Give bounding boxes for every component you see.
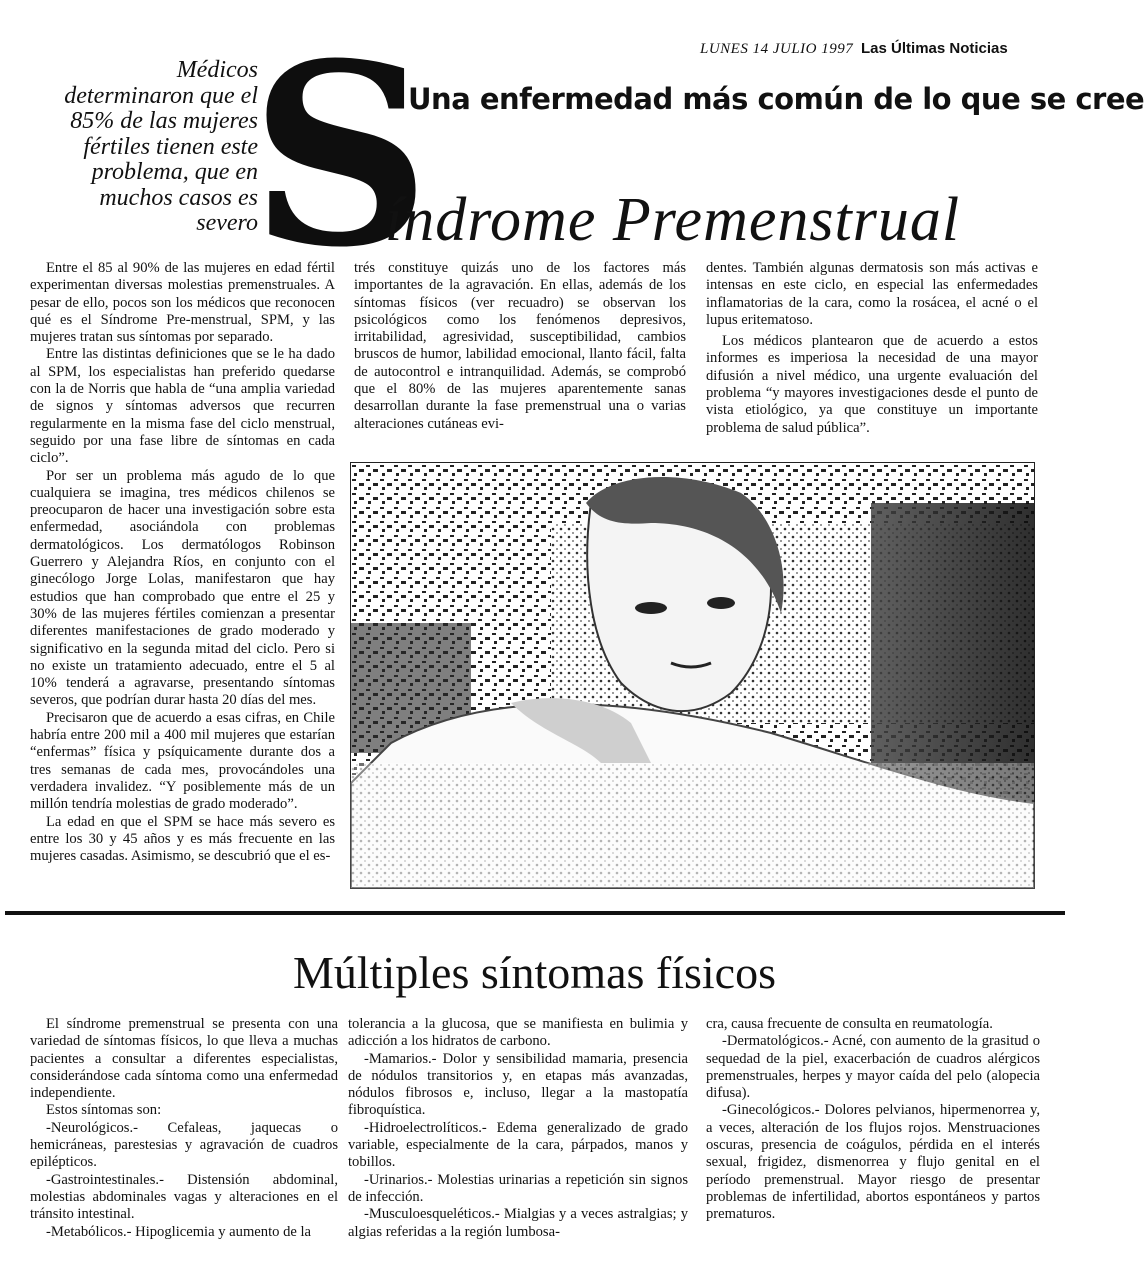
lede-line: problema, que en [91, 159, 258, 185]
paragraph: Estos síntomas son: [46, 1102, 162, 1119]
photo-woman-portrait [351, 463, 1034, 888]
headline: índrome Premenstrual [385, 186, 961, 254]
box-title: Múltiples síntomas físicos [293, 947, 776, 998]
paragraph: -Metabólicos.- Hipoglicemia y aumento de la [46, 1223, 312, 1240]
kicker-headline: Una enfermedad más común de lo que se cree [408, 82, 1144, 116]
paragraph: -Urinarios.- Molestias urinarias a repetición sin signos de infección. [348, 1171, 688, 1205]
lede-line: muchos casos es [99, 184, 258, 211]
paragraph: Entre las distintas definiciones que se le ha dado al SPM, los especialistas han preferido quedarse con la de Norris que habla de “una amplia variedad de signos y síntomas adversos que recurren regularmente en la misma fase del ciclo menstrual, seguido por una fase libre de síntomas en cada ciclo”. [30, 346, 335, 467]
paragraph: trés constituye quizás uno de los factores más importantes de la agravación. En ellas, además de los síntomas físicos (ver recuadro) se observan los psicológicos como los fenómenos depresivos, irritabilidad, agresividad, susceptibilidad, cambios bruscos de humor, labilidad emocional, llanto fácil, falta de autocontrol e intranquilidad. Además, se comprobó que el 80% de las mujeres aparentemente sanas desarrollan durante la fase premenstrual una o varias alteraciones cutáneas evi- [354, 260, 686, 432]
masthead-paper-name: Las Últimas Noticias [861, 40, 1008, 57]
paragraph: Entre el 85 al 90% de las mujeres en edad fértil experimentan diversas molestias premenstruales. A pesar de ello, pocos son los médicos que reconocen qué es el Síndrome Pre-menstrual, SPM, y las mujeres tratan sus síntomas por separado. [30, 260, 335, 346]
paragraph: dentes. También algunas dermatosis son más activas e intensas en este ciclo, en especial las enfermedades inflamatorias de la cara, como la rosácea, el acné o el lupus eritematoso. [706, 260, 1038, 328]
paragraph: Por ser un problema más agudo de lo que cualquiera se imagina, tres médicos chilenos se preocuparon de hacer una investigación sobre esta enfermedad, asociándola con problemas dermatológicos. Los dermatólogos Robinson Guerrero y Alejandra Ríos, en conjunto con el ginecólogo Jorge Lolas, manifestaron que hay estudios que han comprobado que entre el 25 y 30% de las mujeres fértiles comienzan a presentar diferentes manifestaciones de grado moderado y significativo en la segunda mitad del ciclo. Pero si no existe un tratamiento adecuado, entre el 5 al 10% tenderá a agravarse, presentando síntomas severos, que podrían durar hasta 20 días del mes. [30, 467, 335, 709]
paragraph: -Dermatológicos.- Acné, con aumento de la grasitud o sequedad de la piel, exacerbación de cuadros alérgicos premenstruales, herpes y mayor caída del pelo (alopecia difusa). [706, 1033, 1040, 1102]
box-column-2 [348, 1016, 688, 1241]
lede-line: Médicos [176, 57, 258, 83]
box-column-1 [30, 1016, 338, 1241]
masthead [700, 40, 1065, 62]
paragraph: -Neurológicos.- Cefaleas, jaquecas o hemicráneas, parestesias y agravación de cuadros epilépticos. [30, 1119, 338, 1171]
paragraph: Los médicos plantearon que de acuerdo a estos informes es imperiosa la necesidad de una mayor difusión a nivel médico, una urgente evaluación del problema “y mayores investigaciones desde el punto de vista etiológico, ya que constituye un importante problema de salud pública”. [706, 333, 1038, 436]
lede-text [20, 58, 258, 237]
headline-initial: S [250, 8, 431, 302]
lede-line: 85% de las mujeres [70, 108, 258, 134]
paragraph: -Ginecológicos.- Dolores pelvianos, hipermenorrea y, a veces, alteración de los flujos rojos. Menstruaciones oscuras, presencia de coágulos, pérdida en el interés sexual, frigidez, dismenorrea y flujo genital en el período premenstrual. Mayor riesgo de presentar problemas de infertilidad, abortos espontáneos y partos prematuros. [706, 1102, 1040, 1223]
paragraph: El síndrome premenstrual se presenta con una variedad de síntomas físicos, lo que lleva a muchas pacientes a consultar a diferentes especialistas, considerándose cada síntoma como una enfermedad independiente. [30, 1016, 338, 1102]
article-column-1 [30, 260, 335, 865]
article-column-3 [706, 260, 1038, 437]
paragraph: La edad en que el SPM se hace más severo es entre los 30 y 45 años y es más frecuente en las mujeres casadas. Asimismo, se descubrió que el es- [30, 813, 335, 865]
box-column-3 [706, 1016, 1040, 1224]
paragraph: -Gastrointestinales.- Distensión abdominal, molestias abdominales vagas y alteraciones en el tránsito intestinal. [30, 1171, 338, 1223]
paragraph: tolerancia a la glucosa, que se manifiesta en bulimia y adicción a los hidratos de carbono. [348, 1016, 688, 1050]
paragraph: -Mamarios.- Dolor y sensibilidad mamaria, presencia de nódulos transitorios y, en etapas más avanzadas, nódulos fibrosos e, incluso, llegar a la mastopatía fibroquística. [348, 1050, 688, 1119]
lede-line: determinaron que el [64, 82, 258, 109]
masthead-date: LUNES 14 JULIO 1997 [700, 41, 854, 57]
paragraph: cra, causa frecuente de consulta en reumatología. [706, 1016, 993, 1032]
lede-line: severo [196, 210, 258, 236]
paragraph: -Hidroelectrolíticos.- Edema generalizado de grado variable, especialmente de la cara, párpados, manos y tobillos. [348, 1119, 688, 1171]
article-photo [350, 462, 1035, 889]
paragraph: Precisaron que de acuerdo a esas cifras, en Chile habría entre 200 mil a 400 mil mujeres que estarían “enfermas” física y psíquicamente durante dos a tres semanas de cada mes, provocándoles una verdadera invalidez. “Y posiblemente más de un millón tendría molestias de grado moderado”. [30, 709, 335, 813]
paragraph: -Musculoesqueléticos.- Mialgias y a veces astralgias; y algias referidas a la región lumbosa- [348, 1206, 688, 1240]
lede-line: fértiles tienen este [83, 133, 258, 160]
section-divider [5, 911, 1065, 915]
article-column-2 [354, 260, 686, 433]
